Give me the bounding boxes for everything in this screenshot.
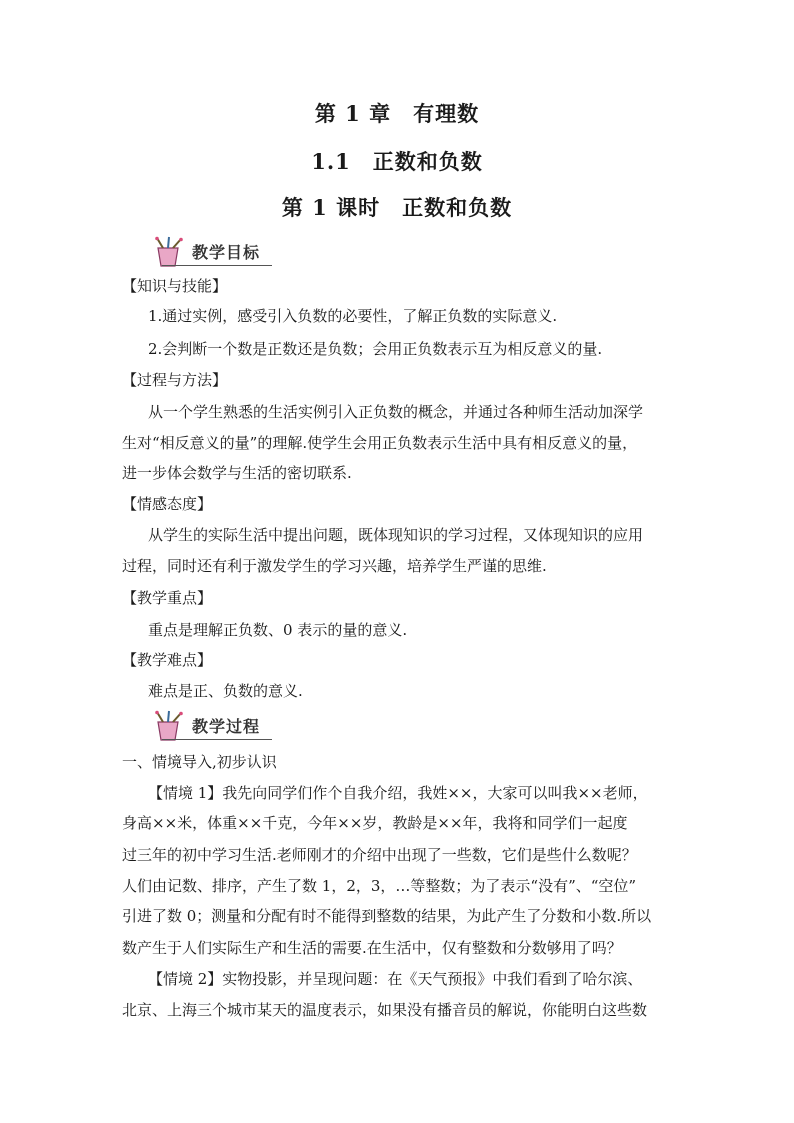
paragraph-line: 北京、上海三个城市某天的温度表示，如果没有播音员的解说，你能明白这些数 — [122, 1001, 648, 1019]
teaching-process-banner — [148, 710, 272, 744]
lesson-title: 第 1 课时 正数和负数 — [281, 195, 513, 220]
paragraph-line: 【情境 1】我先向同学们作个自我介绍，我姓××，大家可以叫我××老师， — [148, 784, 648, 802]
banner-underline — [162, 265, 272, 266]
chapter-title: 第 1 章 有理数 — [314, 101, 480, 126]
paragraph-line: 人们由记数、排序，产生了数 1，2，3，…等整数；为了表示“没有”、“空位” — [122, 877, 637, 895]
goal-item-1: 1.通过实例，感受引入负数的必要性，了解正负数的实际意义. — [148, 307, 558, 325]
heading-knowledge: 【知识与技能】 — [122, 277, 228, 295]
key-point-text: 重点是理解正负数、0 表示的量的意义. — [148, 621, 408, 639]
paragraph-line: 过三年的初中学习生活.老师刚才的介绍中出现了一些数，它们是些什么数呢？ — [122, 846, 637, 864]
paragraph-line: 过程，同时还有利于激发学生的学习兴趣，培养学生严谨的思维. — [122, 557, 547, 575]
teaching-process-label: 教学过程 — [192, 717, 261, 736]
heading-process-method: 【过程与方法】 — [122, 371, 228, 389]
goal-item-2: 2.会判断一个数是正数还是负数；会用正负数表示互为相反意义的量. — [148, 340, 603, 358]
paragraph-line: 进一步体会数学与生活的密切联系. — [122, 464, 352, 482]
paragraph-line: 【情境 2】实物投影，并呈现问题：在《天气预报》中我们看到了哈尔滨、 — [148, 970, 643, 988]
banner-underline — [162, 739, 272, 740]
difficulty-text: 难点是正、负数的意义. — [148, 682, 303, 700]
heading-key-points: 【教学重点】 — [122, 589, 213, 607]
heading-attitude: 【情感态度】 — [122, 495, 213, 513]
paragraph-line: 生对“相反意义的量”的理解.使学生会用正负数表示生活中具有相反意义的量， — [122, 434, 638, 452]
teaching-goals-banner — [148, 236, 272, 270]
paragraph-line: 从学生的实际生活中提出问题，既体现知识的学习过程，又体现知识的应用 — [148, 526, 644, 544]
section-heading: 一、情境导入,初步认识 — [122, 753, 277, 771]
teaching-goals-label: 教学目标 — [192, 243, 261, 262]
heading-difficulties: 【教学难点】 — [122, 651, 213, 669]
paragraph-line: 身高××米，体重××千克，今年××岁，教龄是××年，我将和同学们一起度 — [122, 814, 628, 832]
paragraph-line: 从一个学生熟悉的生活实例引入正负数的概念，并通过各种师生活动加深学 — [148, 403, 644, 421]
paragraph-line: 引进了数 0；测量和分配有时不能得到整数的结果，为此产生了分数和小数.所以 — [122, 907, 652, 925]
paragraph-line: 数产生于人们实际生产和生活的需要.在生活中，仅有整数和分数够用了吗？ — [122, 939, 622, 957]
section-title: 1.1 正数和负数 — [311, 149, 483, 174]
